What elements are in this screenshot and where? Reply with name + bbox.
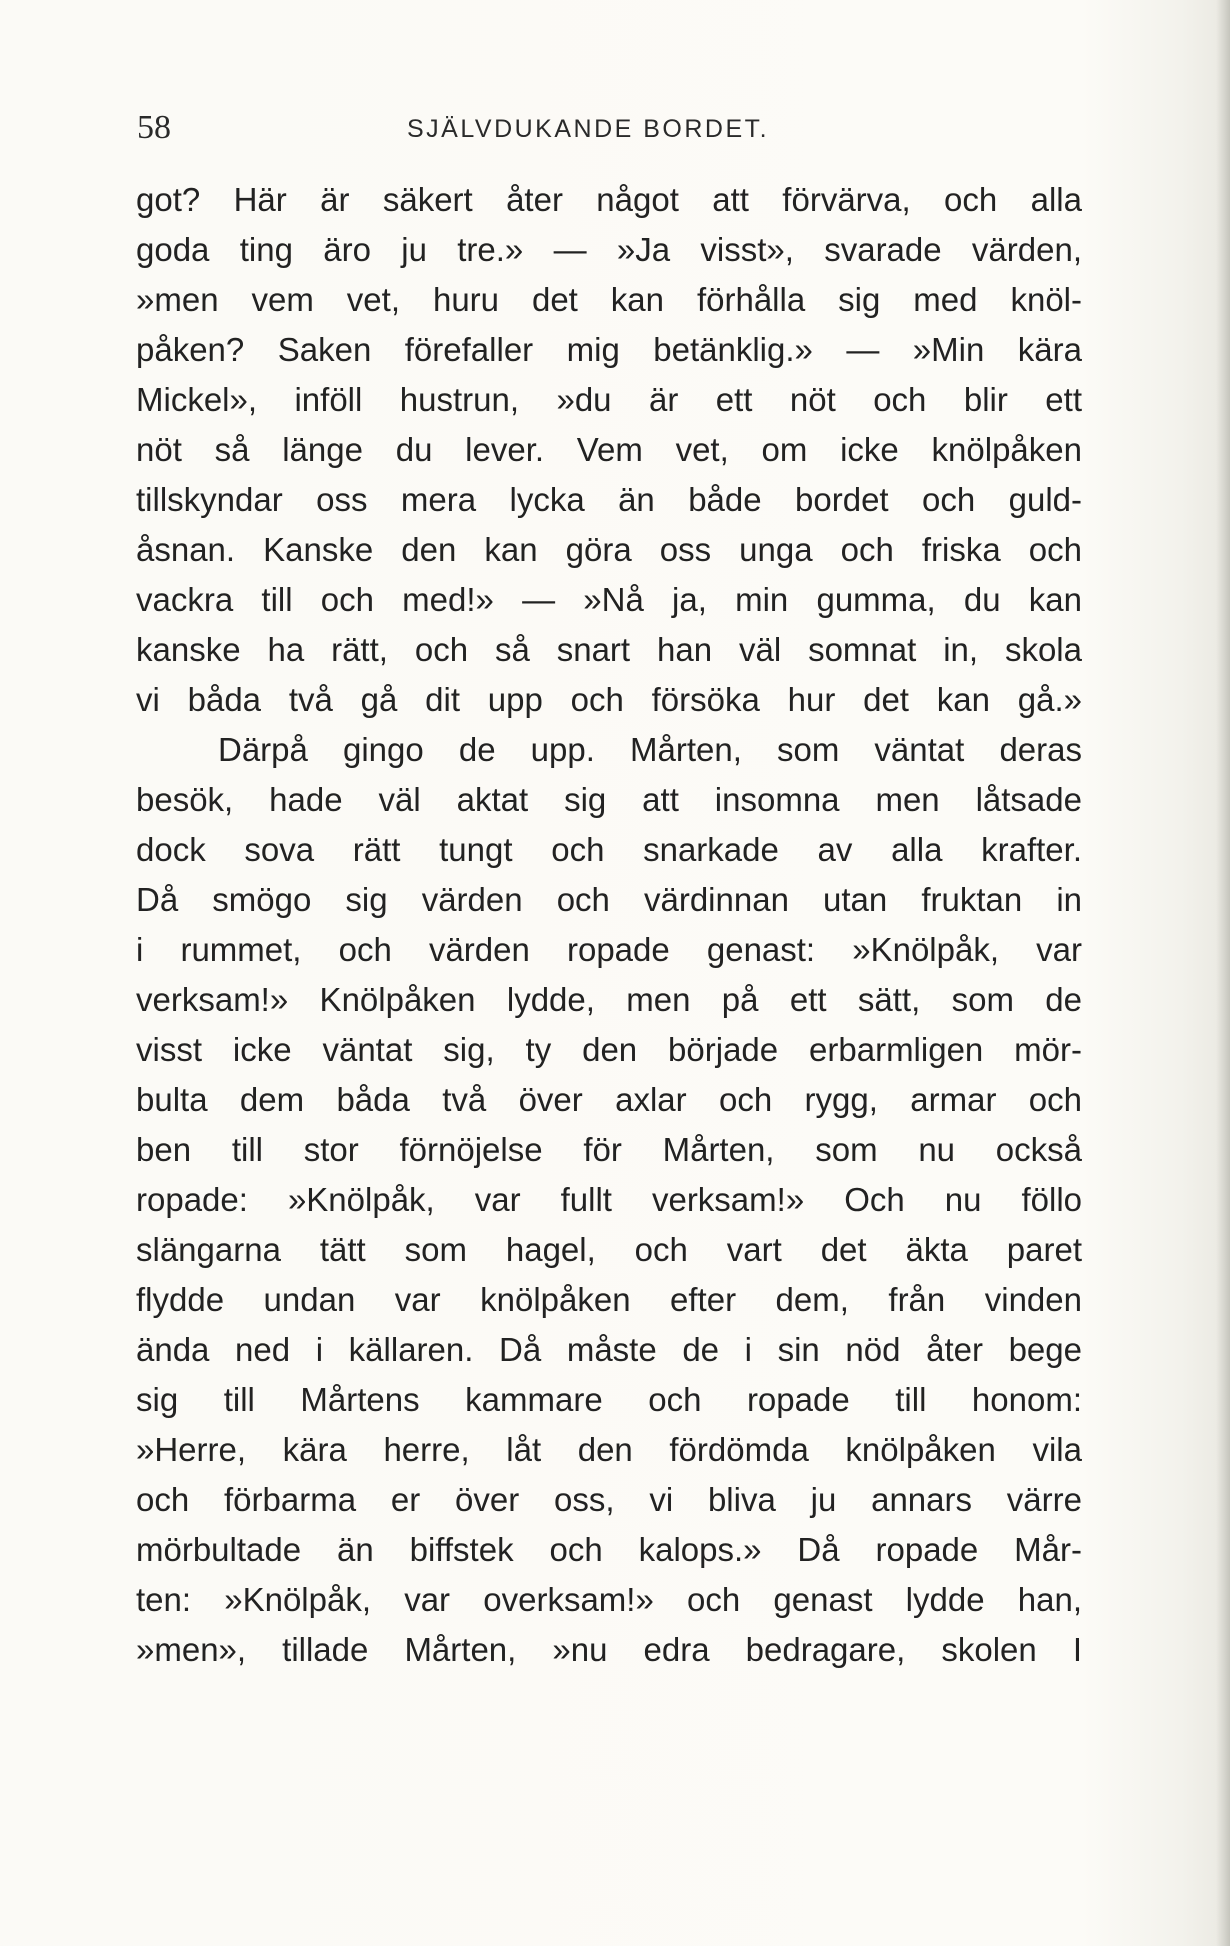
text-line: verksam!» Knölpåken lydde, men på ett sätt, som de: [136, 981, 1082, 1018]
page-number: 58: [137, 109, 171, 146]
text-line: påken? Saken förefaller mig betänklig.» — »Min kära: [136, 331, 1082, 368]
text-line: tillskyndar oss mera lycka än både bordet och guld-: [136, 481, 1082, 518]
text-line: flydde undan var knölpåken efter dem, från vinden: [136, 1281, 1082, 1318]
text-line: ben till stor förnöjelse för Mårten, som nu också: [136, 1131, 1082, 1168]
text-line: nöt så länge du lever. Vem vet, om icke knölpåken: [136, 431, 1082, 468]
text-line: goda ting äro ju tre.» — »Ja visst», svarade värden,: [136, 231, 1082, 268]
running-title: SJÄLVDUKANDE BORDET.: [407, 115, 770, 143]
text-line: ropade: »Knölpåk, var fullt verksam!» Och nu föllo: [136, 1181, 1082, 1218]
text-line: dock sova rätt tungt och snarkade av alla krafter.: [136, 831, 1082, 868]
text-line: Då smögo sig värden och värdinnan utan fruktan in: [136, 881, 1082, 918]
text-line: »men vem vet, huru det kan förhålla sig med knöl-: [136, 281, 1082, 318]
text-line: ända ned i källaren. Då måste de i sin nöd åter bege: [136, 1331, 1082, 1368]
text-line: »men», tillade Mårten, »nu edra bedragare, skolen I: [136, 1631, 1082, 1668]
text-line: mörbultade än biffstek och kalops.» Då ropade Mår-: [136, 1531, 1082, 1568]
text-line: sig till Mårtens kammare och ropade till honom:: [136, 1381, 1082, 1418]
running-head: [137, 108, 1082, 148]
text-line: Mickel», inföll hustrun, »du är ett nöt och blir ett: [136, 381, 1082, 418]
text-line: i rummet, och värden ropade genast: »Knölpåk, var: [136, 931, 1082, 968]
text-line: »Herre, kära herre, låt den fördömda knölpåken vila: [136, 1431, 1082, 1468]
text-line: visst icke väntat sig, ty den började erbarmligen mör-: [136, 1031, 1082, 1068]
text-line: slängarna tätt som hagel, och vart det äkta paret: [136, 1231, 1082, 1268]
text-line: bulta dem båda två över axlar och rygg, armar och: [136, 1081, 1082, 1118]
text-line-paragraph-start: Därpå gingo de upp. Mårten, som väntat deras: [218, 731, 1082, 768]
body-text: [136, 175, 1082, 1675]
text-line: kanske ha rätt, och så snart han väl somnat in, skola: [136, 631, 1082, 668]
text-line: besök, hade väl aktat sig att insomna men låtsade: [136, 781, 1082, 818]
text-line: vi båda två gå dit upp och försöka hur det kan gå.»: [136, 681, 1082, 718]
text-line: ten: »Knölpåk, var overksam!» och genast lydde han,: [136, 1581, 1082, 1618]
text-line: got? Här är säkert åter något att förvärva, och alla: [136, 181, 1082, 218]
text-line: åsnan. Kanske den kan göra oss unga och friska och: [136, 531, 1082, 568]
text-line: och förbarma er över oss, vi bliva ju annars värre: [136, 1481, 1082, 1518]
page-edge-shadow: [1216, 0, 1230, 1946]
text-line: vackra till och med!» — »Nå ja, min gumma, du kan: [136, 581, 1082, 618]
